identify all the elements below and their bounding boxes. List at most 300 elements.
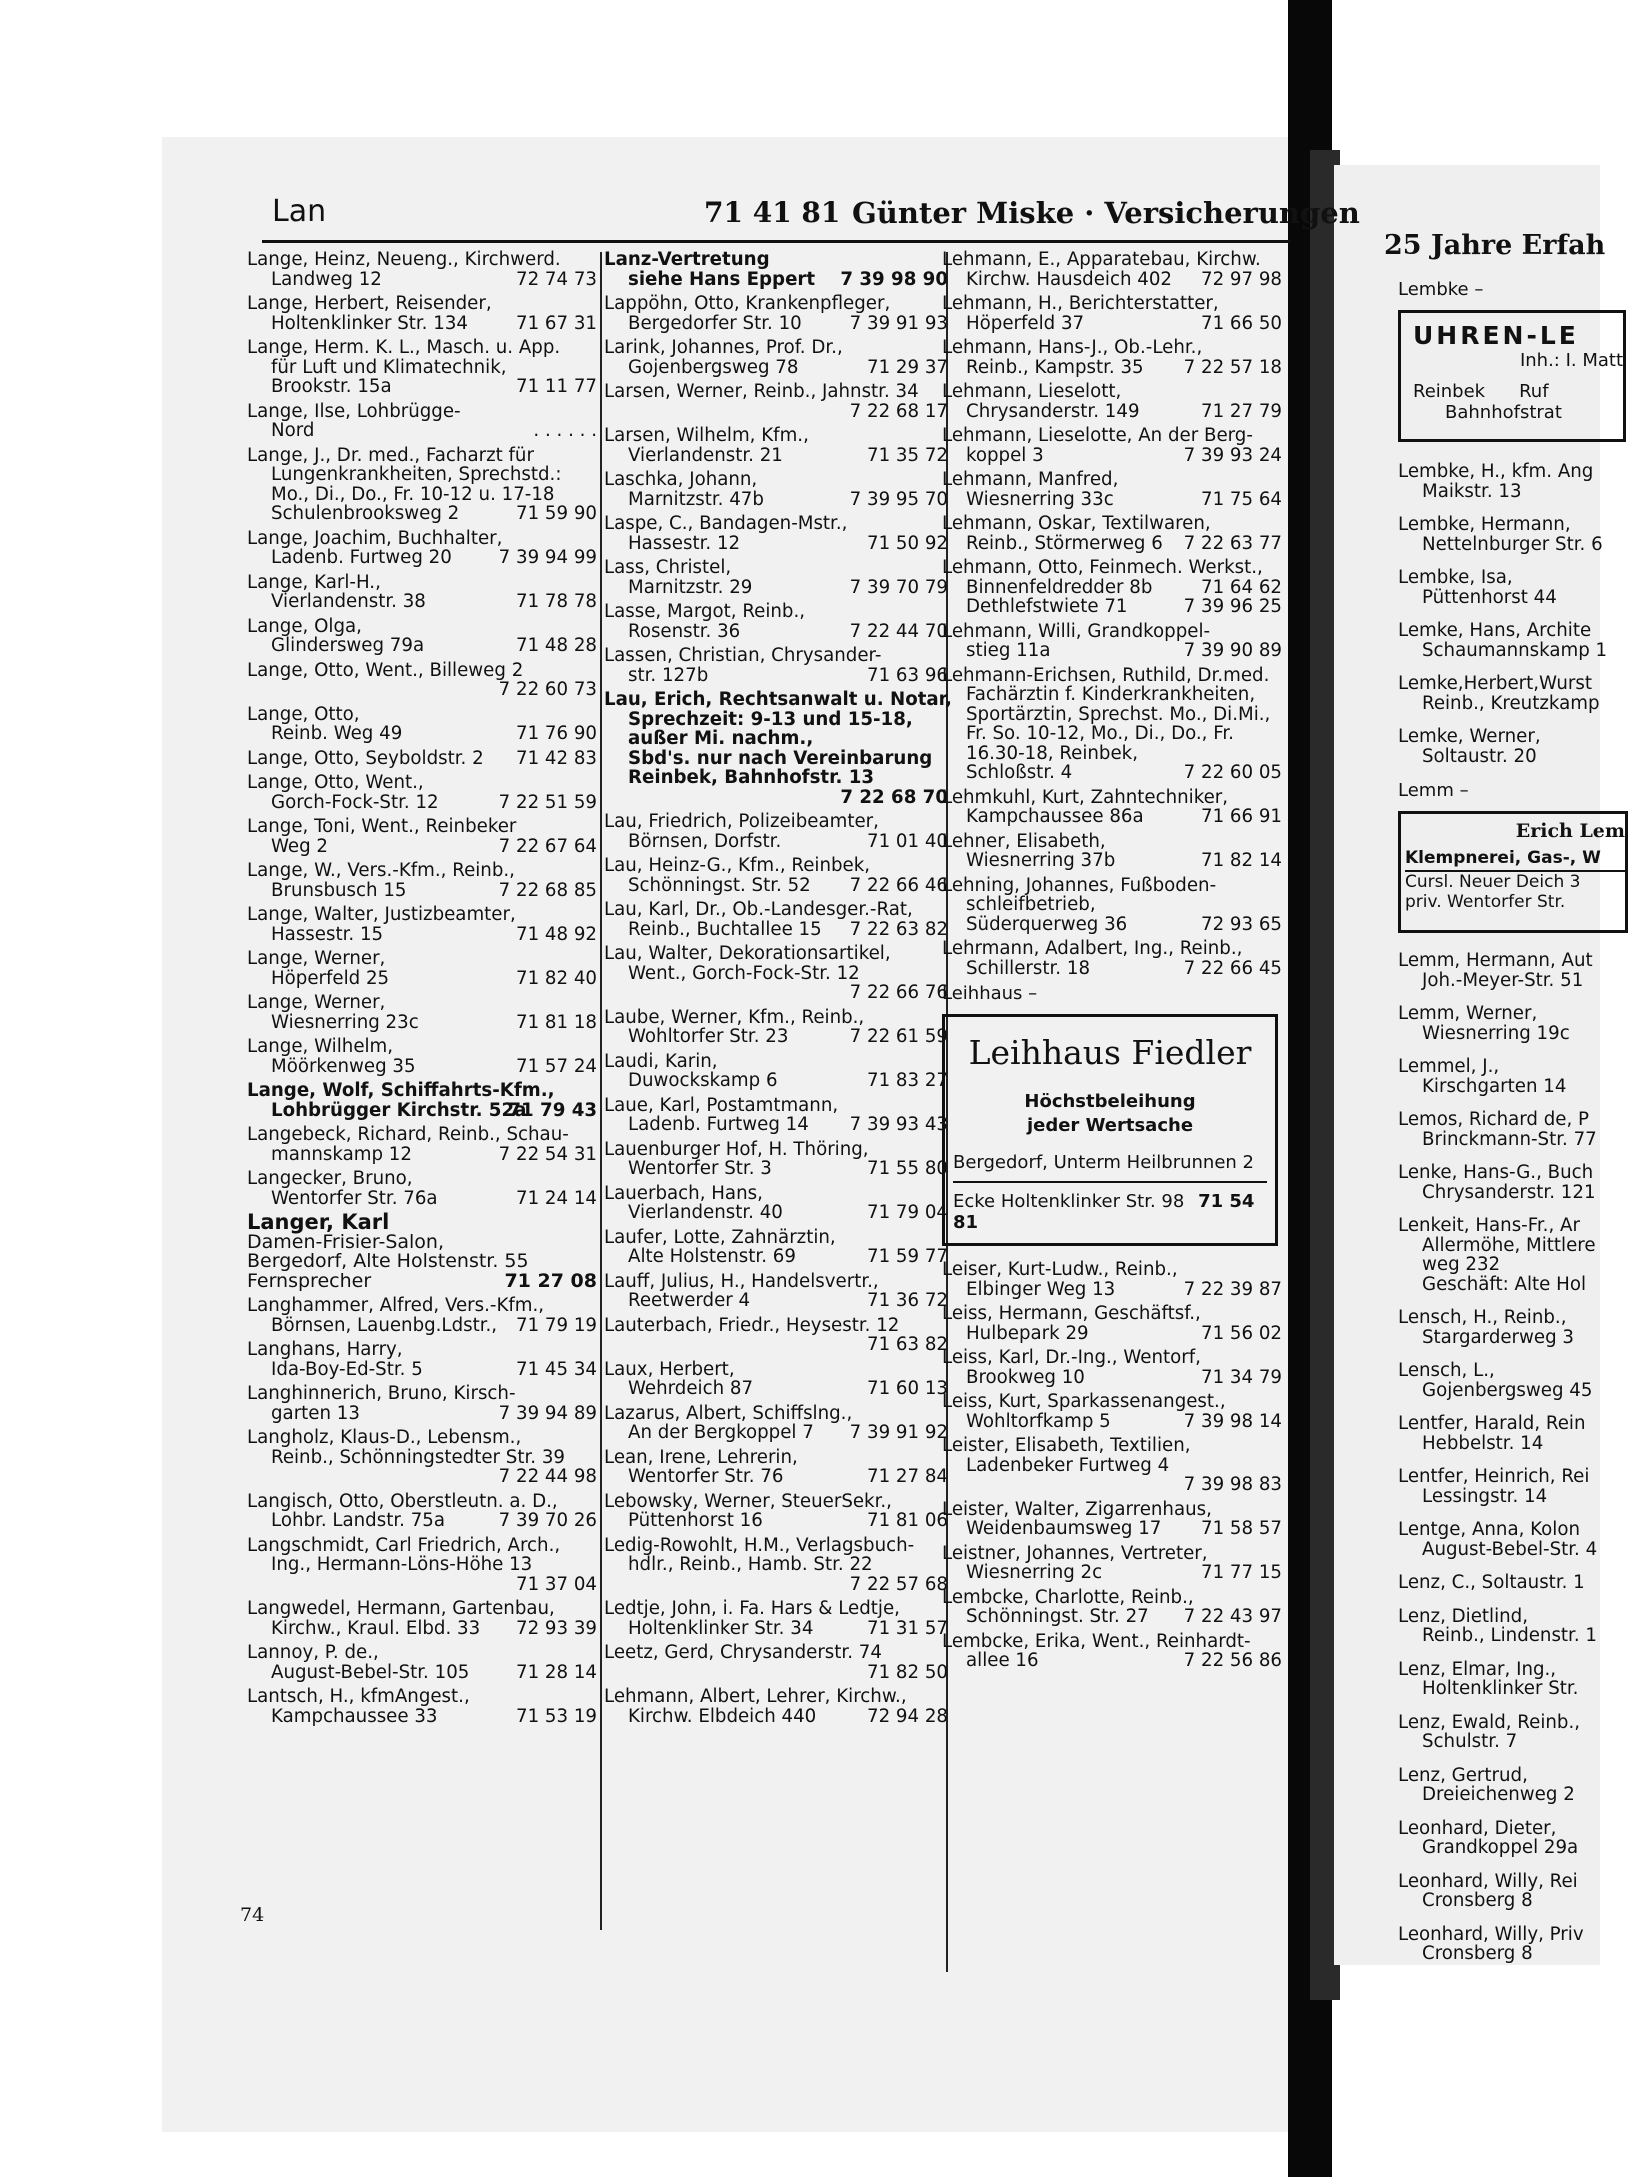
entry-name: Lehmann, Hans-J., Ob.-Lehr., bbox=[942, 337, 1203, 358]
entry-name: Langhinnerich, Bruno, Kirsch- bbox=[247, 1383, 516, 1404]
entry-name: Laudi, Karin, bbox=[604, 1050, 718, 1072]
entry-detail: Wentorfer Str. 3 bbox=[628, 1158, 772, 1179]
entry-phone: 71 59 90 bbox=[516, 503, 597, 524]
directory-entry bbox=[942, 939, 1282, 978]
directory-entry bbox=[1398, 1361, 1608, 1400]
entry-name: Leetz, Gerd, Chrysanderstr. 74 bbox=[604, 1642, 882, 1663]
entry-phone: 7 22 66 46 bbox=[849, 874, 948, 896]
entry-phone: 71 79 04 bbox=[867, 1202, 948, 1223]
directory-entry bbox=[247, 905, 597, 944]
entry-name: Lehmann-Erichsen, Ruthild, Dr.med. bbox=[942, 664, 1270, 686]
column-4-facing bbox=[1384, 190, 1625, 1978]
entry-phone: 71 36 72 bbox=[867, 1290, 948, 1311]
entry-detail: Vierlandenstr. 38 bbox=[271, 591, 426, 612]
ad-uhren-ruf: Ruf bbox=[1519, 381, 1549, 402]
entry-name: Lenz, Elmar, Ing., bbox=[1398, 1658, 1557, 1680]
entry-detail: Cronsberg 8 bbox=[1422, 1943, 1533, 1964]
directory-entry bbox=[247, 705, 597, 744]
entry-name: Lau, Karl, Dr., Ob.-Landesger.-Rat, bbox=[604, 899, 913, 920]
directory-entry bbox=[247, 1081, 597, 1120]
entry-name: Lehrmann, Adalbert, Ing., Reinb., bbox=[942, 938, 1243, 959]
entry-phone: 71 37 04 bbox=[516, 1573, 597, 1595]
entry-phone: 7 22 60 05 bbox=[1183, 762, 1282, 783]
entry-name: Lemke, Hans, Archite bbox=[1398, 620, 1592, 641]
entry-detail: Höperfeld 25 bbox=[271, 967, 390, 989]
entry-detail: Gojenbergsweg 45 bbox=[1422, 1379, 1593, 1401]
entry-phone: 7 22 51 59 bbox=[498, 791, 597, 813]
entry-name: Lannoy, P. de., bbox=[247, 1642, 379, 1663]
entry-detail: Gorch-Fock-Str. 12 bbox=[271, 791, 439, 813]
page-number: 74 bbox=[240, 1904, 265, 1926]
entry-name: Lenz, Ewald, Reinb., bbox=[1398, 1711, 1581, 1733]
entry-detail: siehe Hans Eppert bbox=[628, 268, 816, 290]
entry-phone: 71 35 72 bbox=[867, 444, 948, 466]
entry-phone: 71 60 13 bbox=[867, 1378, 948, 1399]
directory-entry bbox=[1398, 462, 1608, 501]
directory-entry bbox=[604, 1272, 948, 1311]
entry-detail: Lessingstr. 14 bbox=[1422, 1485, 1548, 1507]
entry-name: Lange, W., Vers.-Kfm., Reinb., bbox=[247, 860, 515, 881]
entry-phone: 7 22 68 85 bbox=[498, 879, 597, 901]
entry-detail: Binnenfeldredder 8b bbox=[966, 576, 1153, 598]
entry-name: Lazarus, Albert, Schiffslng., bbox=[604, 1402, 853, 1424]
facing-page-title: 25 Jahre Erfah bbox=[1384, 230, 1606, 261]
entry-detail: Marnitzstr. 29 bbox=[628, 576, 753, 598]
entry-phone: 7 39 94 99 bbox=[498, 547, 597, 568]
entry-detail: Reinb., Lindenstr. 1 bbox=[1422, 1625, 1597, 1646]
entry-phone: 7 22 44 98 bbox=[498, 1466, 597, 1487]
entry-detail: Börnsen, Dorfstr. bbox=[628, 830, 782, 852]
entry-name: Lehmann, H., Berichterstatter, bbox=[942, 293, 1219, 314]
entry-detail: August-Bebel-Str. 4 bbox=[1422, 1538, 1598, 1560]
directory-entry bbox=[604, 514, 948, 553]
entry-detail: Kirschgarten 14 bbox=[1422, 1075, 1567, 1097]
entry-detail: Ladenb. Furtweg 14 bbox=[628, 1114, 809, 1135]
directory-entry bbox=[942, 426, 1282, 465]
entry-detail: Went., Gorch-Fock-Str. 12 bbox=[628, 962, 860, 984]
directory-entry bbox=[247, 1384, 597, 1423]
entry-detail: Weg 2 bbox=[271, 835, 329, 857]
entry-name: Lange, Otto, Went., Billeweg 2 bbox=[247, 659, 524, 681]
entry-name: Lehner, Elisabeth, bbox=[942, 830, 1106, 852]
entry-detail: Ing., Hermann-Löns-Höhe 13 bbox=[271, 1554, 533, 1575]
directory-entry bbox=[1398, 1713, 1608, 1752]
ad-uhren-street: Bahnhofstrat bbox=[1445, 402, 1562, 423]
entry-name: Lange, Wilhelm, bbox=[247, 1036, 394, 1057]
entry-detail: Lohbr. Landstr. 75a bbox=[271, 1510, 445, 1531]
directory-entry bbox=[604, 1599, 948, 1638]
entry-detail: Nord bbox=[271, 420, 315, 441]
entry-phone: 7 39 93 24 bbox=[1183, 444, 1282, 466]
directory-entry bbox=[942, 1304, 1282, 1343]
entry-name: Lean, Irene, Lehrerin, bbox=[604, 1446, 798, 1468]
entry-phone: 7 39 94 89 bbox=[498, 1402, 597, 1424]
entry-detail: Schloßstr. 4 bbox=[966, 762, 1073, 783]
directory-entry bbox=[247, 773, 597, 812]
ad-company-name: Leihhaus Fiedler bbox=[968, 1033, 1252, 1072]
entry-name: Langwedel, Hermann, Gartenbau, bbox=[247, 1598, 555, 1619]
entry-detail: Alte Holstenstr. 69 bbox=[628, 1246, 796, 1267]
entry-phone: 7 22 43 97 bbox=[1183, 1606, 1282, 1627]
directory-entry bbox=[604, 1184, 948, 1223]
entry-detail: für Luft und Klimatechnik, bbox=[271, 356, 507, 378]
entry-name: Lehmann, Oskar, Textilwaren, bbox=[942, 513, 1211, 534]
entry-phone: 71 77 15 bbox=[1201, 1562, 1282, 1583]
entry-detail: Hulbepark 29 bbox=[966, 1322, 1089, 1344]
ad-erich-title: Erich Lem bbox=[1515, 820, 1625, 842]
entry-detail: Gojenbergsweg 78 bbox=[628, 356, 799, 378]
directory-entry bbox=[247, 1169, 597, 1208]
directory-entry bbox=[942, 338, 1282, 377]
entry-name: Lembke, H., kfm. Ang bbox=[1398, 461, 1594, 482]
entry-detail: stieg 11a bbox=[966, 640, 1051, 661]
entry-name: Laufer, Lotte, Zahnärztin, bbox=[604, 1226, 836, 1248]
entry-name: Leiss, Hermann, Geschäftsf., bbox=[942, 1303, 1201, 1324]
entry-name: Leiss, Kurt, Sparkassenangest., bbox=[942, 1391, 1226, 1412]
directory-entry bbox=[942, 1500, 1282, 1539]
entry-detail: Kampchaussee 33 bbox=[271, 1705, 438, 1727]
entry-phone: 7 39 90 89 bbox=[1183, 640, 1282, 661]
entry-detail: Möörkenweg 35 bbox=[271, 1055, 416, 1077]
directory-entry bbox=[1398, 1925, 1608, 1964]
entry-detail: Schillerstr. 18 bbox=[966, 957, 1091, 979]
directory-entry bbox=[604, 1448, 948, 1487]
header-rule bbox=[262, 240, 1290, 243]
entry-detail: Reinbek, Bahnhofstr. 13 bbox=[628, 767, 875, 788]
entry-detail: Bergedorfer Str. 10 bbox=[628, 312, 802, 334]
entry-phone: 7 22 66 76 bbox=[849, 982, 948, 1003]
entry-name: Leistner, Johannes, Vertreter, bbox=[942, 1542, 1208, 1564]
ad-uhren-owner: Inh.: I. Matt bbox=[1519, 350, 1623, 371]
ad-leihhaus-fiedler bbox=[942, 1014, 1278, 1246]
entry-name: Lembcke, Erika, Went., Reinhardt- bbox=[942, 1630, 1251, 1652]
entry-phone: 71 78 78 bbox=[516, 591, 597, 612]
entry-phone: 7 39 98 14 bbox=[1183, 1410, 1282, 1432]
directory-entry bbox=[1398, 568, 1608, 607]
entry-name: Leiser, Kurt-Ludw., Reinb., bbox=[942, 1259, 1178, 1280]
directory-entry bbox=[1398, 1520, 1608, 1559]
directory-entry bbox=[604, 944, 948, 1003]
entry-name: Lange, Karl-H., bbox=[247, 571, 381, 593]
entry-phone: 7 22 63 82 bbox=[849, 918, 948, 940]
directory-entry bbox=[247, 1428, 597, 1487]
entry-detail: Hebbelstr. 14 bbox=[1422, 1432, 1544, 1454]
entry-phone: 71 24 14 bbox=[516, 1187, 597, 1209]
directory-entry bbox=[247, 1599, 597, 1638]
directory-entry bbox=[604, 856, 948, 895]
directory-entry bbox=[1398, 621, 1608, 660]
entry-name: Lange, Otto, Seyboldstr. 2 bbox=[247, 747, 484, 769]
ad-erich bbox=[1398, 811, 1628, 933]
entry-name: Lassen, Christian, Chrysander- bbox=[604, 645, 882, 666]
entry-phone: 7 39 96 25 bbox=[1183, 596, 1282, 617]
entry-name: Larink, Johannes, Prof. Dr., bbox=[604, 337, 843, 358]
ad-address-2 bbox=[953, 1191, 1267, 1233]
entry-phone: 71 50 92 bbox=[867, 532, 948, 554]
entry-detail: außer Mi. nachm., bbox=[628, 728, 814, 749]
entry-detail: Grandkoppel 29a bbox=[1422, 1837, 1579, 1858]
entry-detail: Holtenklinker Str. bbox=[1422, 1678, 1579, 1699]
entry-phone: 71 59 77 bbox=[867, 1246, 948, 1267]
directory-entry bbox=[247, 1210, 597, 1292]
directory-entry bbox=[247, 861, 597, 900]
entry-detail: Reinb., Kreutzkamp bbox=[1422, 692, 1600, 714]
entry-detail: Wiesnerring 2c bbox=[966, 1562, 1103, 1583]
entry-name: Langschmidt, Carl Friedrich, Arch., bbox=[247, 1534, 561, 1556]
entry-detail: Chrysanderstr. 121 bbox=[1422, 1181, 1596, 1203]
directory-entry bbox=[1398, 1216, 1608, 1294]
entry-name: Langhans, Harry, bbox=[247, 1339, 403, 1360]
entry-detail: Hassestr. 12 bbox=[628, 532, 741, 554]
directory-entry bbox=[942, 622, 1282, 661]
entry-name: Laspe, C., Bandagen-Mstr., bbox=[604, 513, 848, 534]
ad-uhren-city: Reinbek bbox=[1413, 381, 1486, 402]
column-4-entries-bottom bbox=[1398, 951, 1608, 1964]
entry-detail: Reinb., Schönningstedter Str. 39 bbox=[271, 1446, 565, 1468]
entry-name: Lange, Ilse, Lohbrügge- bbox=[247, 400, 461, 422]
entry-name: Lauenburger Hof, H. Thöring, bbox=[604, 1138, 869, 1160]
entry-name: Lange, Walter, Justizbeamter, bbox=[247, 904, 516, 925]
entry-detail: weg 232 bbox=[1422, 1254, 1501, 1275]
directory-entry bbox=[1398, 1414, 1608, 1453]
directory-entry bbox=[942, 382, 1282, 421]
directory-entry bbox=[1398, 1573, 1608, 1593]
entry-detail: Geschäft: Alte Hol bbox=[1422, 1273, 1587, 1295]
directory-entry bbox=[1398, 727, 1608, 766]
directory-entry bbox=[247, 446, 597, 524]
entry-detail: Schaumannskamp 1 bbox=[1422, 639, 1608, 661]
entry-detail: Weidenbaumsweg 17 bbox=[966, 1518, 1162, 1539]
entry-phone: 71 63 82 bbox=[867, 1334, 948, 1355]
directory-entry bbox=[942, 788, 1282, 827]
entry-detail: Sprechzeit: 9-13 und 15-18, bbox=[628, 708, 913, 730]
entry-detail: Brookstr. 15a bbox=[271, 376, 392, 397]
entry-phone: 7 39 98 83 bbox=[1183, 1474, 1282, 1495]
entry-detail: Reinb., Störmerweg 6 bbox=[966, 532, 1163, 554]
entry-name: Lange, Toni, Went., Reinbeker bbox=[247, 816, 517, 837]
directory-entry bbox=[604, 1140, 948, 1179]
directory-entry bbox=[942, 1544, 1282, 1583]
entry-phone: 71 01 40 bbox=[867, 830, 948, 852]
entry-phone: 71 75 64 bbox=[1201, 488, 1282, 510]
entry-detail: Marnitzstr. 47b bbox=[628, 488, 764, 510]
directory-entry bbox=[247, 294, 597, 333]
directory-entry bbox=[604, 382, 948, 421]
entry-detail: Dethlefstwiete 71 bbox=[966, 596, 1128, 617]
entry-phone: 71 11 77 bbox=[516, 376, 597, 397]
entry-phone: 71 27 08 bbox=[504, 1269, 597, 1292]
entry-name: Lenz, C., Soltaustr. 1 bbox=[1398, 1572, 1585, 1593]
entry-phone: 7 22 63 77 bbox=[1183, 532, 1282, 554]
entry-detail: Glindersweg 79a bbox=[271, 635, 425, 656]
entry-phone: 72 97 98 bbox=[1201, 268, 1282, 290]
directory-entry bbox=[604, 1536, 948, 1595]
entry-name: Ledig-Rowohlt, H.M., Verlagsbuch- bbox=[604, 1534, 915, 1556]
entry-name: Lehmkuhl, Kurt, Zahntechniker, bbox=[942, 786, 1229, 808]
entry-name: Lange, Werner, bbox=[247, 992, 386, 1013]
entry-detail: Schulenbrooksweg 2 bbox=[271, 503, 460, 524]
ad-uhren-city-line bbox=[1413, 381, 1623, 402]
entry-name: Leiss, Karl, Dr.-Ing., Wentorf, bbox=[942, 1347, 1201, 1368]
entry-name: Lange, Herbert, Reisender, bbox=[247, 293, 492, 314]
entry-detail: Kirchw. Hausdeich 402 bbox=[966, 268, 1172, 290]
entry-name: Ledtje, John, i. Fa. Hars & Ledtje, bbox=[604, 1598, 900, 1619]
entry-detail: Hassestr. 15 bbox=[271, 923, 384, 945]
entry-name: Lange, Herm. K. L., Masch. u. App. bbox=[247, 337, 561, 358]
ad-tagline-1: Höchstbeleihung bbox=[1024, 1091, 1196, 1112]
entry-phone: 7 22 44 70 bbox=[849, 620, 948, 642]
column-3 bbox=[942, 250, 1282, 1676]
entry-phone: 71 48 92 bbox=[516, 923, 597, 945]
directory-entry bbox=[1398, 515, 1608, 554]
directory-entry bbox=[942, 1260, 1282, 1299]
directory-entry bbox=[1398, 1163, 1608, 1202]
directory-entry bbox=[604, 250, 948, 289]
column-3-entries-top bbox=[942, 250, 1282, 978]
entry-phone: 7 39 95 70 bbox=[849, 488, 948, 510]
entry-detail: Fernsprecher bbox=[247, 1269, 372, 1292]
section-header: Lan bbox=[272, 194, 327, 229]
entry-detail: Wentorfer Str. 76 bbox=[628, 1466, 784, 1487]
directory-entry bbox=[942, 470, 1282, 509]
directory-entry bbox=[604, 900, 948, 939]
directory-entry bbox=[942, 1436, 1282, 1495]
entry-detail: Stargarderweg 3 bbox=[1422, 1326, 1575, 1348]
entry-name: Lanz-Vertretung bbox=[604, 249, 770, 270]
directory-entry bbox=[1398, 1872, 1608, 1911]
entry-detail: Vierlandenstr. 40 bbox=[628, 1202, 783, 1223]
directory-entry bbox=[604, 1643, 948, 1682]
entry-name: Lange, Werner, bbox=[247, 948, 386, 969]
entry-detail: Süderquerweg 36 bbox=[966, 913, 1128, 935]
entry-detail: Schönningst. Str. 27 bbox=[966, 1606, 1149, 1627]
directory-entry bbox=[604, 338, 948, 377]
entry-detail: Vierlandenstr. 21 bbox=[628, 444, 783, 466]
entry-phone: 71 55 80 bbox=[867, 1158, 948, 1179]
entry-detail: Wohltorfkamp 5 bbox=[966, 1410, 1111, 1432]
directory-entry bbox=[247, 949, 597, 988]
entry-phone: 71 29 37 bbox=[867, 356, 948, 378]
entry-name: Lange, J., Dr. med., Facharzt für bbox=[247, 444, 534, 466]
entry-phone: 72 93 39 bbox=[516, 1617, 597, 1639]
directory-entry bbox=[604, 646, 948, 685]
entry-name: Lensch, L., bbox=[1398, 1360, 1495, 1381]
entry-detail: garten 13 bbox=[271, 1402, 360, 1424]
ad-erich-line1: Klempnerei, Gas-, W bbox=[1405, 848, 1601, 868]
section-label-leihhaus: Leihhaus – bbox=[942, 983, 1038, 1004]
entry-phone: 7 39 98 90 bbox=[840, 268, 948, 290]
directory-entry bbox=[247, 749, 597, 769]
directory-entry bbox=[942, 876, 1282, 935]
ad-uhren-title: UHREN-LE bbox=[1413, 321, 1579, 350]
column-divider bbox=[600, 252, 602, 1930]
directory-entry bbox=[247, 573, 597, 612]
directory-entry bbox=[604, 1360, 948, 1399]
entry-detail: Reinb., Buchtallee 15 bbox=[628, 918, 822, 940]
entry-phone: 7 39 91 92 bbox=[849, 1422, 948, 1443]
column-1 bbox=[247, 250, 597, 1731]
directory-entry bbox=[247, 1643, 597, 1682]
entry-detail: Wiesnerring 23c bbox=[271, 1011, 419, 1033]
entry-detail: Chrysanderstr. 149 bbox=[966, 400, 1140, 422]
ad-erich-line3: priv. Wentorfer Str. bbox=[1405, 892, 1566, 912]
entry-detail: Wiesnerring 19c bbox=[1422, 1022, 1570, 1044]
directory-entry bbox=[247, 1037, 597, 1076]
entry-name: Lantsch, H., kfmAngest., bbox=[247, 1686, 470, 1707]
entry-name: Lau, Heinz-G., Kfm., Reinbek, bbox=[604, 855, 871, 876]
directory-entry bbox=[604, 1096, 948, 1135]
entry-detail: An der Bergkoppel 7 bbox=[628, 1422, 814, 1443]
entry-detail: Püttenhorst 16 bbox=[628, 1510, 763, 1531]
header-ad-title: Günter Miske · Versicherungen bbox=[852, 196, 1360, 230]
entry-name: Lehmann, Manfred, bbox=[942, 469, 1119, 490]
ad-uhren bbox=[1398, 310, 1626, 442]
directory-entry bbox=[1398, 1660, 1608, 1699]
section-label-lemm: Lemm – bbox=[1398, 780, 1469, 801]
directory-entry bbox=[942, 1392, 1282, 1431]
directory-entry bbox=[604, 1492, 948, 1531]
entry-name: Lehmann, E., Apparatebau, Kirchw. bbox=[942, 249, 1261, 270]
directory-entry bbox=[247, 338, 597, 397]
directory-entry bbox=[604, 294, 948, 333]
entry-phone: 71 67 31 bbox=[516, 312, 597, 334]
entry-phone: 7 22 39 87 bbox=[1183, 1278, 1282, 1300]
entry-phone: 71 31 57 bbox=[867, 1617, 948, 1639]
entry-phone: 71 28 14 bbox=[516, 1661, 597, 1683]
entry-phone: 7 22 68 17 bbox=[849, 400, 948, 422]
entry-phone: 71 63 96 bbox=[867, 664, 948, 686]
entry-name: Lass, Christel, bbox=[604, 557, 732, 578]
entry-phone: 71 48 28 bbox=[516, 635, 597, 656]
entry-phone: 7 22 68 70 bbox=[840, 786, 948, 808]
entry-phone: 7 22 56 86 bbox=[1183, 1650, 1282, 1671]
directory-entry bbox=[604, 470, 948, 509]
directory-entry bbox=[247, 402, 597, 441]
entry-name: Lasse, Margot, Reinb., bbox=[604, 601, 806, 622]
entry-detail: Schulstr. 7 bbox=[1422, 1731, 1518, 1752]
directory-entry bbox=[942, 1348, 1282, 1387]
directory-entry bbox=[1398, 1004, 1608, 1043]
directory-entry bbox=[1398, 674, 1608, 713]
directory-entry bbox=[604, 1052, 948, 1091]
entry-name: Langebeck, Richard, Reinb., Schau- bbox=[247, 1124, 569, 1145]
entry-detail: Wehrdeich 87 bbox=[628, 1378, 754, 1399]
entry-detail: Ladenbeker Furtweg 4 bbox=[966, 1454, 1170, 1476]
entry-detail: Rosenstr. 36 bbox=[628, 620, 741, 642]
entry-phone: 71 27 84 bbox=[867, 1466, 948, 1487]
entry-detail: Nettelnburger Str. 6 bbox=[1422, 533, 1603, 555]
directory-entry bbox=[247, 529, 597, 568]
entry-name: Lenz, Gertrud, bbox=[1398, 1764, 1528, 1786]
entry-name: Leonhard, Willy, Priv bbox=[1398, 1923, 1584, 1945]
entry-detail: Reinb., Kampstr. 35 bbox=[966, 356, 1144, 378]
directory-entry bbox=[604, 1687, 948, 1726]
entry-phone: 7 39 70 79 bbox=[849, 576, 948, 598]
entry-phone: 71 64 62 bbox=[1201, 576, 1282, 598]
entry-detail: Cronsberg 8 bbox=[1422, 1890, 1533, 1911]
entry-detail: Ladenb. Furtweg 20 bbox=[271, 547, 452, 568]
entry-detail: Reinb. Weg 49 bbox=[271, 723, 403, 744]
header-ad-phone: 71 41 81 bbox=[704, 196, 841, 229]
entry-name: Lemos, Richard de, P bbox=[1398, 1109, 1589, 1130]
entry-name: Laschka, Johann, bbox=[604, 469, 758, 490]
directory-entry bbox=[1398, 1110, 1608, 1149]
entry-phone: 71 79 43 bbox=[508, 1099, 597, 1121]
column-2 bbox=[604, 249, 952, 1731]
entry-name: Lange, Heinz, Neueng., Kirchwerd. bbox=[247, 249, 561, 270]
entry-name: Leonhard, Dieter, bbox=[1398, 1817, 1557, 1839]
entry-detail: Duwockskamp 6 bbox=[628, 1070, 778, 1091]
